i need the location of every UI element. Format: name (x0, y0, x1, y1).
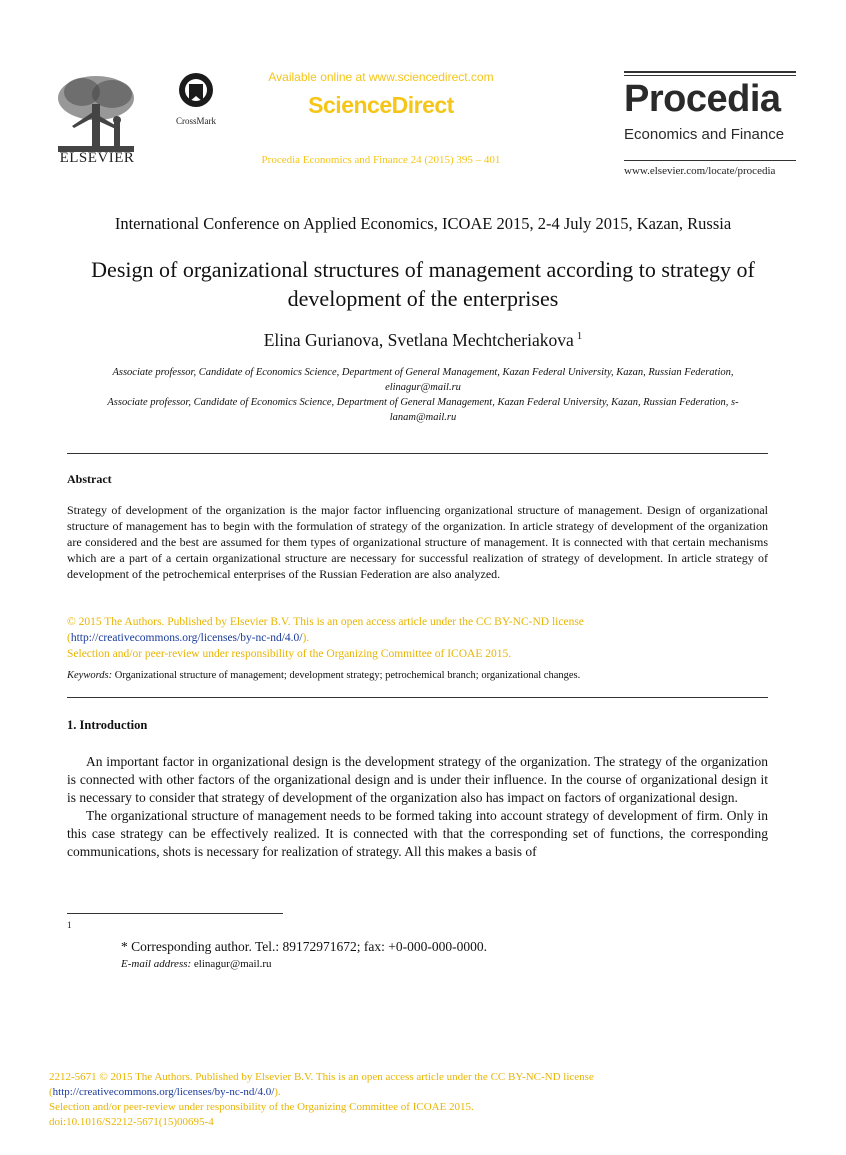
email-address[interactable]: elinagur@mail.ru (191, 958, 272, 970)
email-label: E-mail address: (121, 958, 192, 970)
keywords-label: Keywords: (67, 670, 113, 681)
peer-review-line: Selection and/or peer-review under responsibility of the Organizing Committee of ICOAE 2015. (67, 648, 512, 660)
procedia-subtitle: Economics and Finance (624, 126, 785, 143)
procedia-title: Procedia (624, 78, 781, 120)
abstract-top-rule (67, 453, 768, 454)
procedia-rule-top (624, 71, 796, 73)
crossmark-icon (178, 72, 214, 110)
footer-license: 2212-5671 © 2015 The Authors. Published by Elsevier B.V. This is an open access article under the CC BY-NC-ND license (49, 1071, 594, 1083)
email-line (121, 958, 272, 970)
license-link-line (67, 630, 768, 646)
journal-citation: Procedia Economics and Finance 24 (2015) 395 – 401 (261, 154, 501, 166)
footer-paren-close: ). (274, 1086, 281, 1098)
author-footnote-marker: 1 (576, 330, 583, 342)
paper-title: Design of organizational structures of management according to strategy of development of the enterprises (91, 257, 755, 311)
footer-license-link[interactable]: http://creativecommons.org/licenses/by-nc-nd/4.0/ (52, 1086, 275, 1098)
license-notice (67, 614, 768, 662)
sciencedirect-logo: ScienceDirect (308, 92, 454, 118)
footer-peer-review: Selection and/or peer-review under responsibility of the Organizing Committee of ICOAE 2015. (49, 1101, 474, 1113)
abstract-heading: Abstract (67, 472, 112, 486)
affiliation-2: Associate professor, Candidate of Economics Science, Department of General Management, Kazan Federal University, Kazan, Russian Federation, s-lanam@mail.ru (107, 397, 739, 423)
footer-link-line (49, 1085, 809, 1100)
abstract-bottom-rule (67, 697, 768, 698)
procedia-rule-top-thin (624, 75, 796, 76)
footnote-number: 1 (67, 920, 72, 930)
license-paren-open: ( (67, 632, 71, 644)
footer-doi[interactable]: doi:10.1016/S2212-5671(15)00695-4 (49, 1116, 214, 1128)
procedia-url[interactable]: www.elsevier.com/locate/procedia (624, 165, 776, 177)
keywords (67, 670, 768, 681)
introduction-body (67, 753, 768, 861)
section-heading-introduction: 1. Introduction (67, 718, 148, 732)
license-line: © 2015 The Authors. Published by Elsevier B.V. This is an open access article under the CC BY-NC-ND license (67, 616, 584, 628)
license-paren-close: ). (302, 632, 310, 644)
affiliations (80, 365, 766, 425)
crossmark-badge[interactable] (170, 72, 222, 126)
footnote-rule (67, 913, 283, 914)
corresponding-author: * Corresponding author. Tel.: 89172971672; fax: +0-000-000-0000. (121, 939, 488, 954)
procedia-rule-bottom (624, 160, 796, 161)
crossmark-label: CrossMark (176, 116, 216, 126)
authors-text: Elina Gurianova, Svetlana Mechtcheriakova (263, 330, 574, 350)
affiliation-1: Associate professor, Candidate of Economics Science, Department of General Management, Kazan Federal University, Kazan, Russian Federation, elinagur@mail.ru (112, 367, 734, 393)
conference-line: International Conference on Applied Economics, ICOAE 2015, 2-4 July 2015, Kazan, Russia (114, 214, 732, 233)
paragraph: The organizational structure of management needs to be formed taking into account strategy of development of firm. Only in this case strategy can be effectively realized. It is connected with that the corresponding set of functions, the corresponding communications, shots is necessary for realization of strategy. All this makes a basis of (67, 808, 768, 859)
elsevier-wordmark: ELSEVIER (59, 150, 135, 166)
abstract-text: Strategy of development of the organization is the major factor influencing organizational structure of management. Design of organizational structure of management has to begin with the formulation of strategy of the organization. In article strategy of development of the organization are considered and the best are assumed for them types of organizational structure of management. It is connected with that certain mechanisms which are a part of a certain organizational structure are necessary for successful realization of strategy of development. In article strategy of development of the petrochemical enterprises of the Russian Federation are also analyzed. (67, 503, 768, 581)
footer-paren-open: ( (49, 1086, 53, 1098)
license-link[interactable]: http://creativecommons.org/licenses/by-nc-nd/4.0/ (70, 632, 303, 644)
keywords-text: Organizational structure of management; development strategy; petrochemical branch; organizational changes. (112, 670, 581, 681)
available-online-text: Available online at www.sciencedirect.com (268, 70, 494, 84)
author-list (40, 330, 806, 351)
elsevier-tree-logo (52, 70, 140, 156)
paragraph: An important factor in organizational design is the development strategy of the organization. The strategy of the organization is connected with other factors of the organizational design and is under their influence. In the course of organizational design it is necessary to consider that strategy of development of the organization also has impact on factors of organizational design. (67, 754, 768, 805)
page-footer (49, 1070, 809, 1130)
